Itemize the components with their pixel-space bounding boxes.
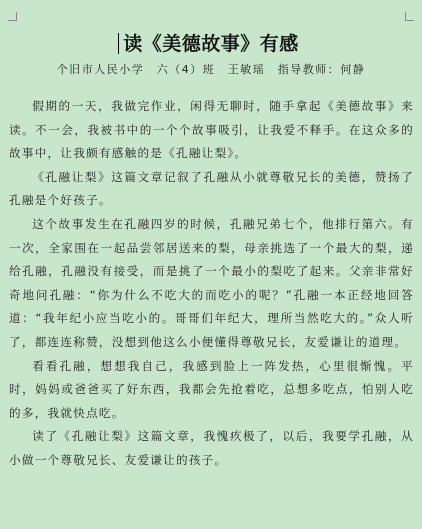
paragraph[interactable]: 这个故事发生在孔融四岁的时候，孔融兄弟七个，他排行第六。有一次，全家围在一起品尝邻居送来的梨，母亲挑选了一个最大的梨，递给孔融，孔融没有接受，而是挑了一个最小的梨吃了起来。父亲非常好奇地问孔融：“你为什么不吃大的而吃小的呢？”孔融一本正经地回答道：“我年纪小应当吃小的。哥哥们年纪大，理所当然吃大的。”众人听了，都连连称赞，没想到他这么小便懂得尊敬兄长，友爱谦让的道理。 bbox=[9, 216, 414, 349]
essay-body[interactable] bbox=[9, 95, 414, 473]
paragraph[interactable]: 《孔融让梨》这篇文章记叙了孔融从小就尊敬兄长的美德，赞扬了孔融是个好孩子。 bbox=[9, 169, 414, 208]
essay-title[interactable]: 读《美德故事》有感 bbox=[123, 33, 299, 55]
paragraph[interactable]: 读了《孔融让梨》这篇文章，我愧疚极了，以后，我要学孔融，从小做一个尊敬兄长、友爱谦让的孩子。 bbox=[9, 429, 414, 467]
paragraph[interactable]: 假期的一天，我做完作业，闲得无聊时，随手拿起《美德故事》来读。不一会，我被书中的一个个故事吸引，让我爱不释手。在这众多的故事中，让我颇有感触的是《孔融让梨》。 bbox=[9, 99, 414, 161]
author-byline[interactable]: 个旧市人民小学 六（4）班 王敏瑶 指导教师：何静 bbox=[56, 63, 366, 76]
paragraph[interactable]: 看看孔融，想想我自己，我感到脸上一阵发热，心里很惭愧。平时，妈妈或爸爸买了好东西，我都会先抢着吃，总想多吃点，怕别人吃的多，我就快点吃。 bbox=[9, 358, 414, 420]
page-corner-mark bbox=[405, 12, 414, 21]
page-corner-mark bbox=[8, 12, 17, 21]
